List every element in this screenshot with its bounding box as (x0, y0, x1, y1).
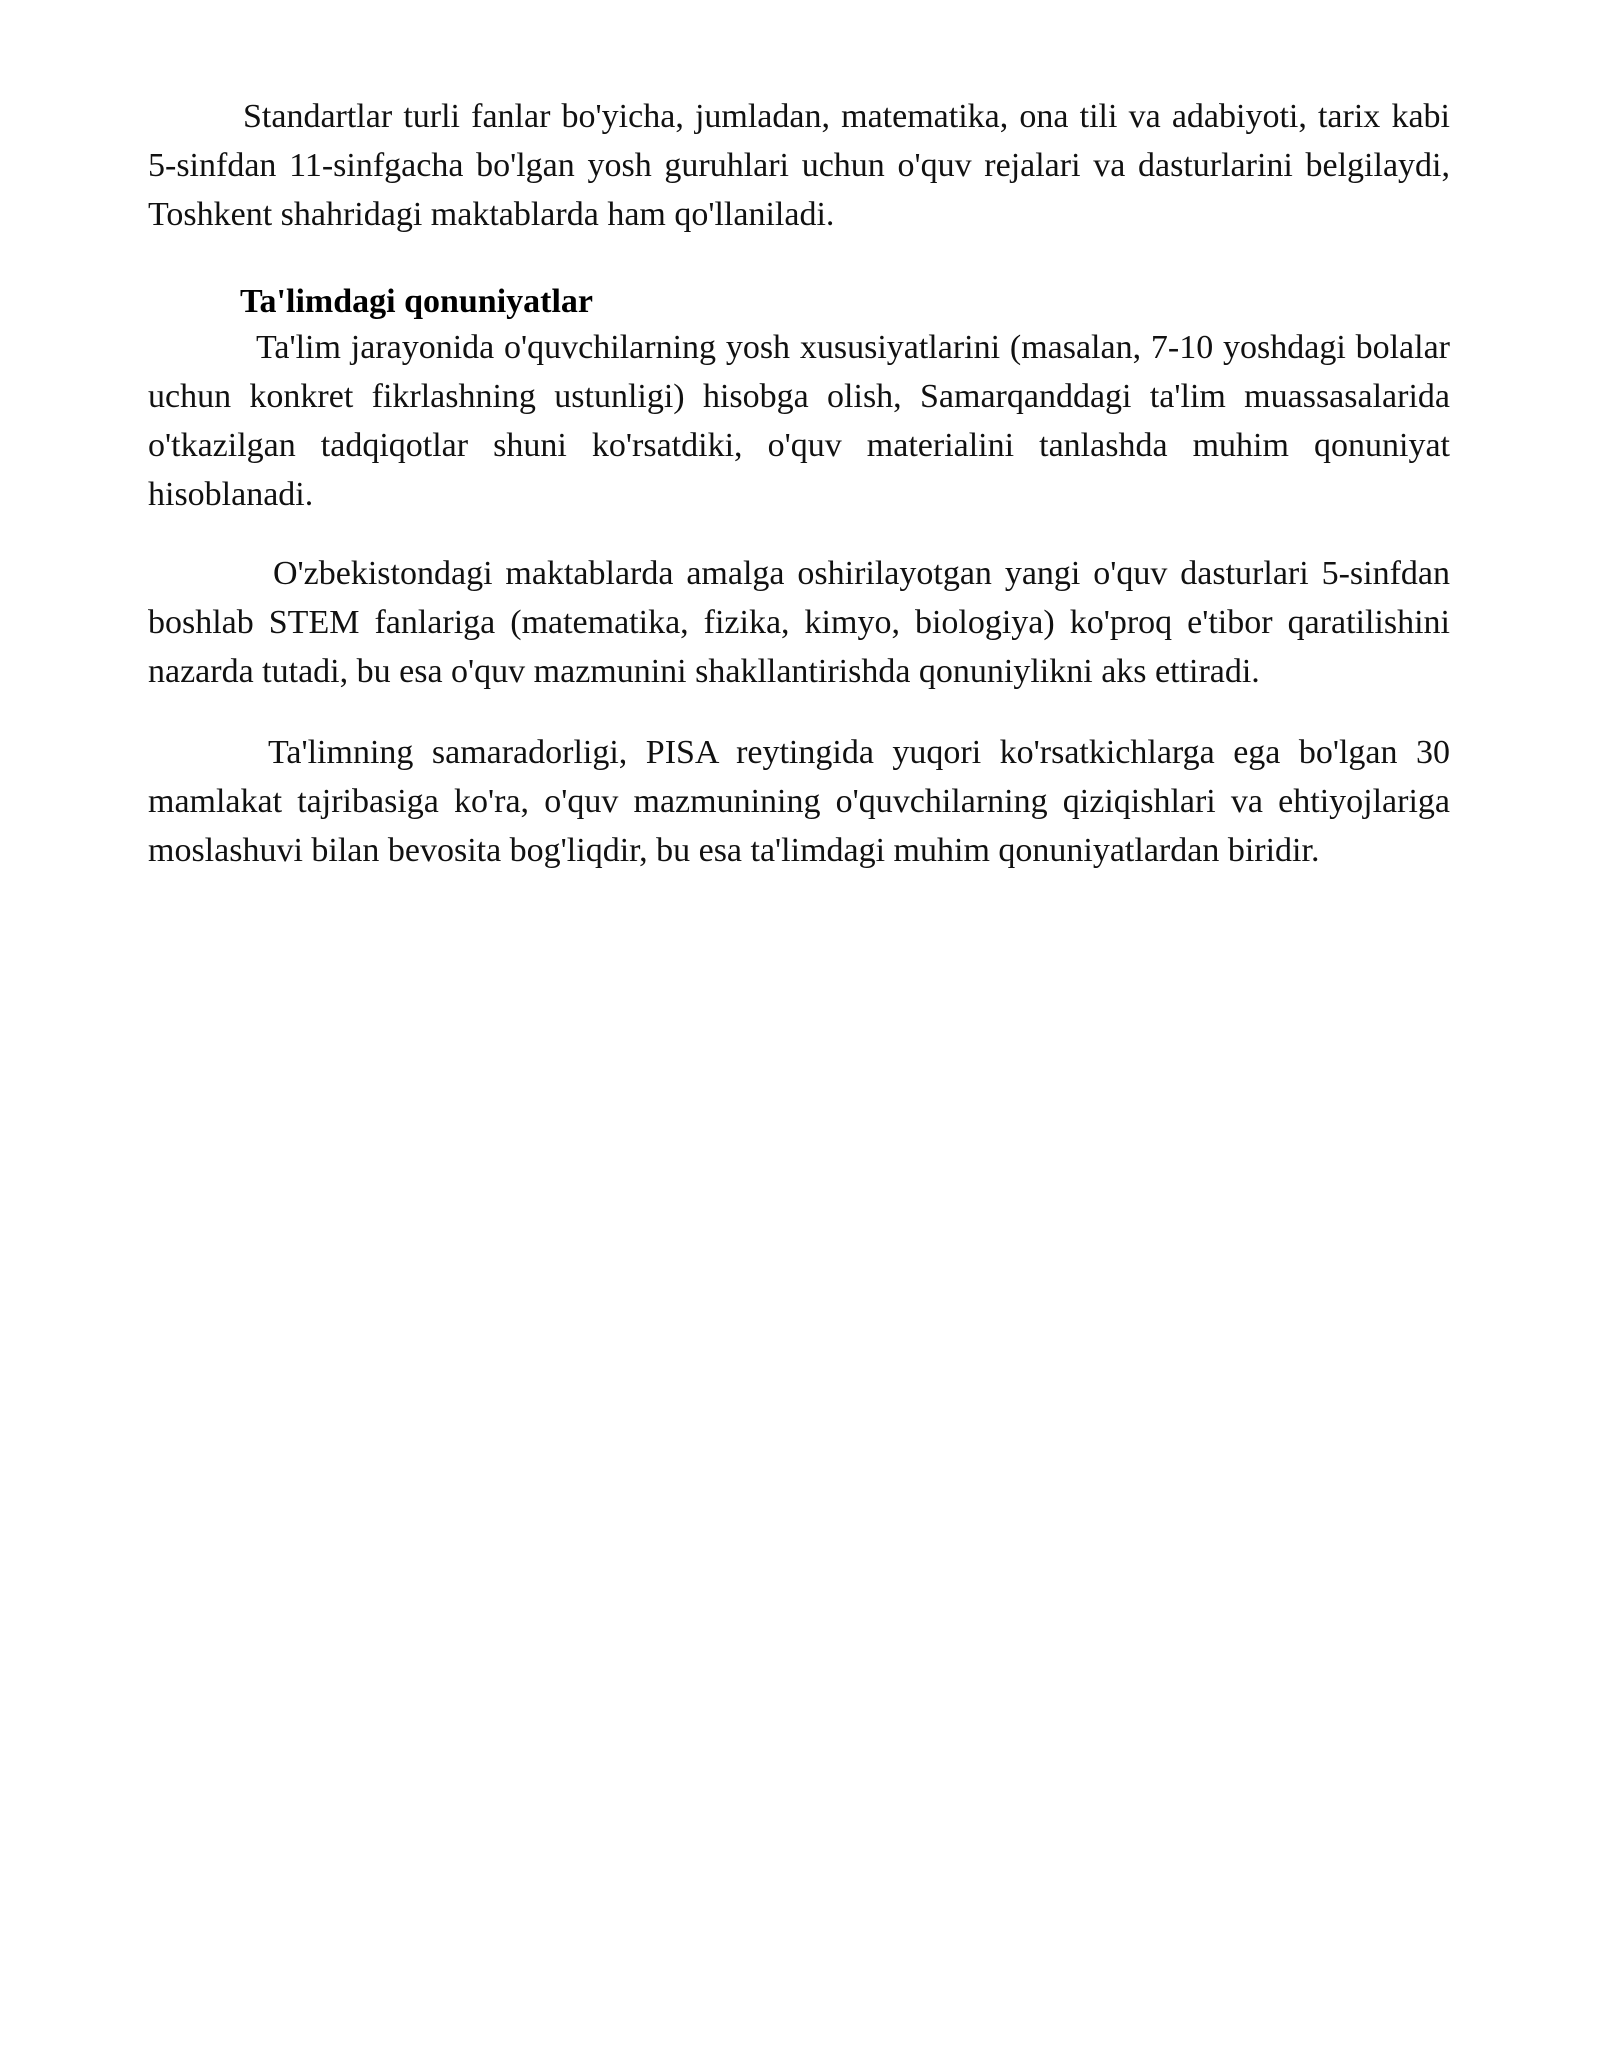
paragraph-standards: Standartlar turli fanlar bo'yicha, jumladan, matematika, ona tili va adabiyoti, tarix kabi 5-sinfdan 11-sinfgacha bo'lgan yosh guruhlari uchun o'quv rejalari va dasturlarini belgilaydi, Toshkent shahridagi maktablarda ham qo'llaniladi. (148, 98, 1450, 233)
section-heading: Ta'limdagi qonuniyatlar (240, 283, 594, 320)
paragraph-age-features: Ta'lim jarayonida o'quvchilarning yosh xususiyatlarini (masalan, 7-10 yoshdagi bolalar uchun konkret fikrlashning ustunligi) hisobga olish, Samarqanddagi ta'lim muassasalarida o'tkazilgan tadqiqotlar shuni ko'rsatdiki, o'quv materialini tanlashda muhim qonuniyat hisoblanadi. (148, 329, 1450, 513)
document-body (148, 92, 1450, 875)
paragraph-pisa-effectiveness: Ta'limning samaradorligi, PISA reytingida yuqori ko'rsatkichlarga ega bo'lgan 30 mamlakat tajribasiga ko'ra, o'quv mazmunining o'quvchilarning qiziqishlari va ehtiyojlariga moslashuvi bilan bevosita bog'liqdir, bu esa ta'limdagi muhim qonuniyatlardan biridir. (148, 734, 1450, 869)
paragraph-stem-programs: O'zbekistondagi maktablarda amalga oshirilayotgan yangi o'quv dasturlari 5-sinfdan boshlab STEM fanlariga (matematika, fizika, kimyo, biologiya) ko'proq e'tibor qaratilishini nazarda tutadi, bu esa o'quv mazmunini shakllantirishda qonuniylikni aks ettiradi. (148, 555, 1450, 690)
